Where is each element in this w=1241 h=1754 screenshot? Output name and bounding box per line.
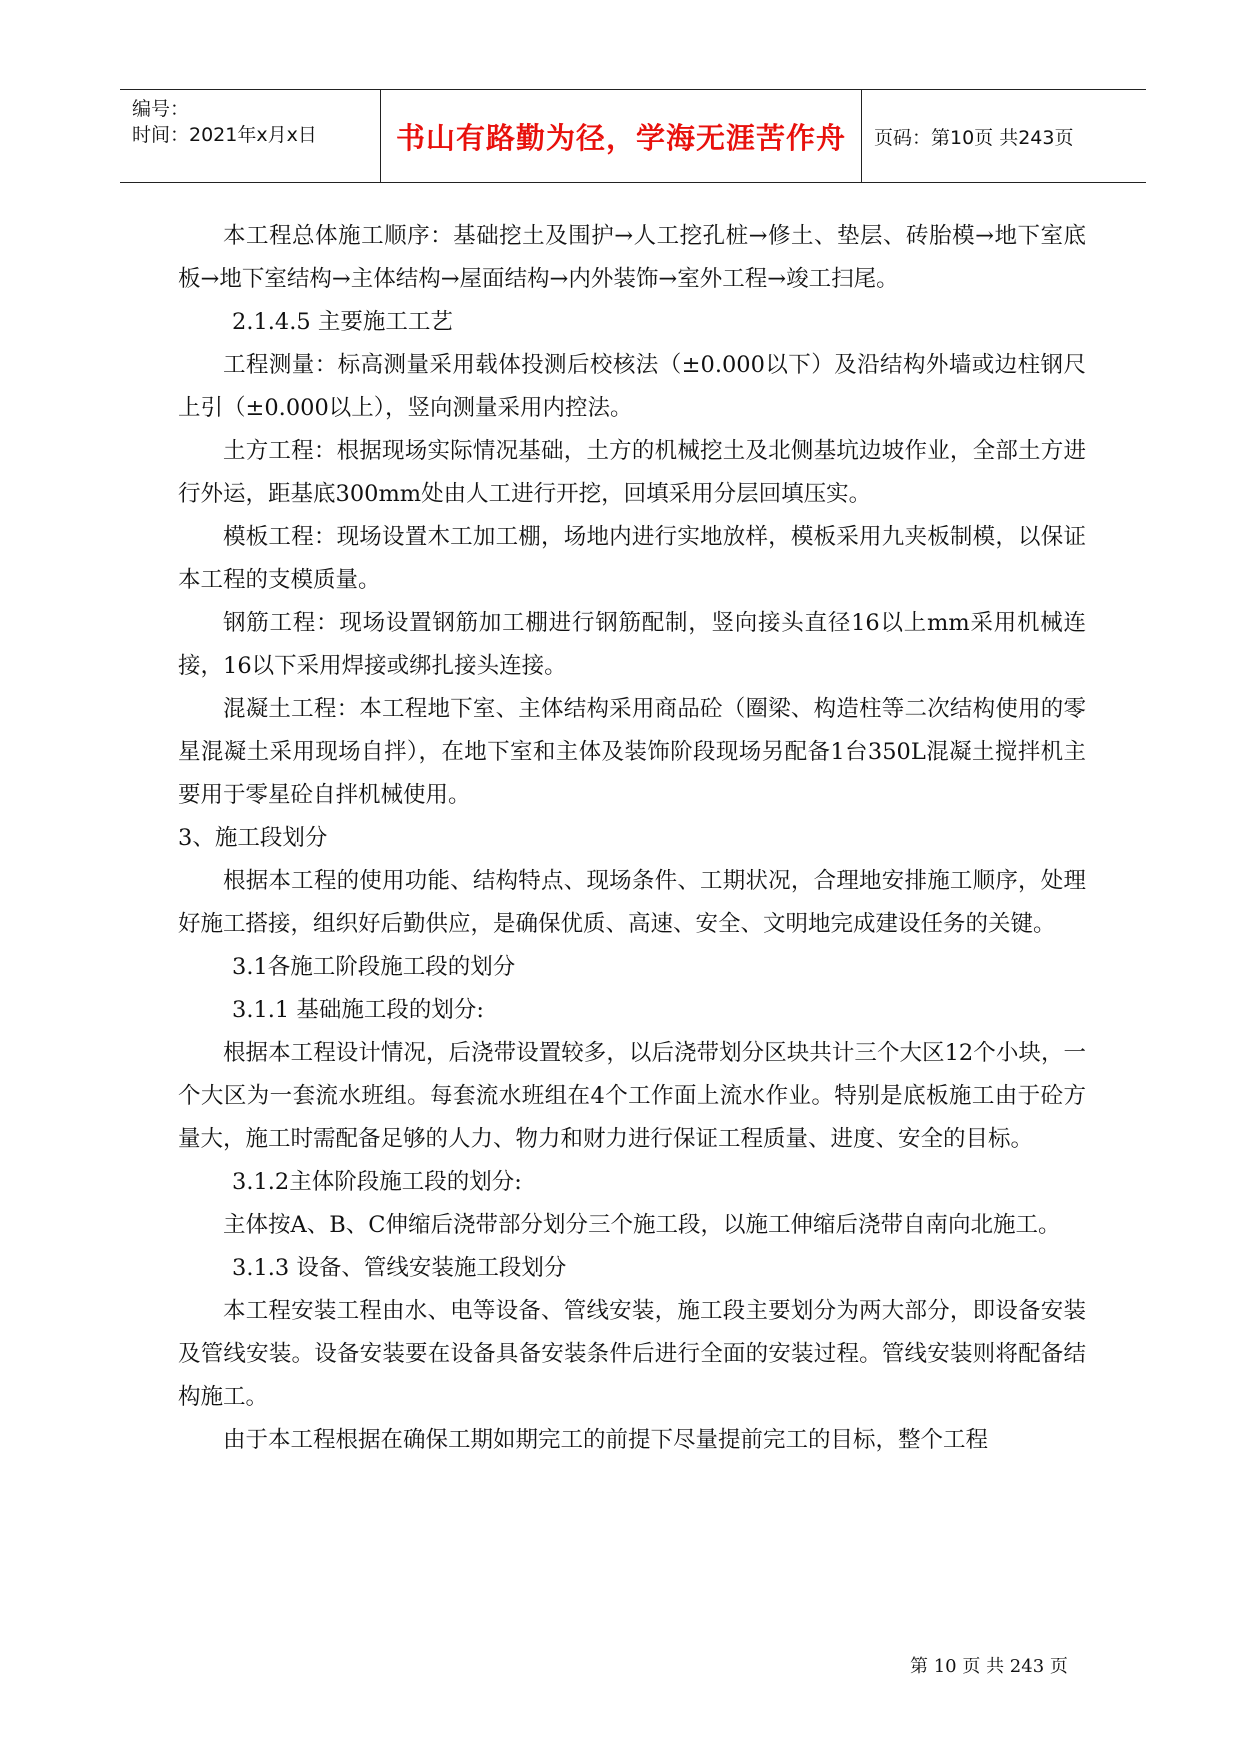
paragraph-surveying: 工程测量：标高测量采用载体投测后校核法（±0.000以下）及沿结构外墙或边柱钢尺上引（±0.000以上），竖向测量采用内控法。 — [178, 352, 1086, 421]
header-left-cell — [120, 90, 380, 182]
page-footer: 第 10 页 共 243 页 — [910, 1656, 1068, 1677]
paragraph-schedule: 由于本工程根据在确保工期如期完工的前提下尽量提前完工的目标，整个工程 — [223, 1427, 989, 1453]
paragraph-division-intro: 根据本工程的使用功能、结构特点、现场条件、工期状况，合理地安排施工顺序，处理好施工搭接，组织好后勤供应，是确保优质、高速、安全、文明地完成建设任务的关键。 — [178, 868, 1086, 937]
header-page-label: 页码：第10页 共243页 — [874, 126, 1074, 149]
heading-3-1-3: 3.1.3 设备、管线安装施工段划分 — [232, 1255, 567, 1281]
heading-3-1-1: 3.1.1 基础施工段的划分: — [232, 997, 484, 1023]
paragraph-rebar: 钢筋工程：现场设置钢筋加工棚进行钢筋配制，竖向接头直径16以上mm采用机械连接，16以下采用焊接或绑扎接头连接。 — [178, 610, 1086, 679]
document-date-label: 时间：2021年x月x日 — [132, 124, 317, 146]
heading-3-1-2: 3.1.2主体阶段施工段的划分: — [232, 1169, 522, 1195]
paragraph-formwork: 模板工程：现场设置木工加工棚，场地内进行实地放样，模板采用九夹板制模，以保证本工程的支模质量。 — [178, 524, 1086, 593]
paragraph-installation-division: 本工程安装工程由水、电等设备、管线安装，施工段主要划分为两大部分，即设备安装及管线安装。设备安装要在设备具备安装条件后进行全面的安装过程。管线安装则将配备结构施工。 — [178, 1298, 1086, 1410]
header-motto: 书山有路勤为径，学海无涯苦作舟 — [395, 120, 846, 155]
page-header — [120, 89, 1146, 183]
paragraph-concrete: 混凝土工程：本工程地下室、主体结构采用商品砼（圈梁、构造柱等二次结构使用的零星混凝土采用现场自拌），在地下室和主体及装饰阶段现场另配备1台350L混凝土搅拌机主要用于零星砼自拌机械使用。 — [178, 696, 1086, 808]
document-number-label: 编号： — [132, 98, 190, 120]
header-right-cell — [862, 90, 1146, 182]
paragraph-earthwork: 土方工程：根据现场实际情况基础，土方的机械挖土及北侧基坑边坡作业，全部土方进行外运，距基底300mm处由人工进行开挖，回填采用分层回填压实。 — [178, 438, 1086, 507]
document-body — [178, 215, 1086, 1462]
paragraph-main-structure-division: 主体按A、B、C伸缩后浇带部分划分三个施工段，以施工伸缩后浇带自南向北施工。 — [223, 1212, 1061, 1238]
heading-3-1: 3.1各施工阶段施工段的划分 — [232, 954, 516, 980]
paragraph-foundation-division: 根据本工程设计情况，后浇带设置较多，以后浇带划分区块共计三个大区12个小块，一个大区为一套流水班组。每套流水班组在4个工作面上流水作业。特别是底板施工由于砼方量大，施工时需配备足够的人力、物力和财力进行保证工程质量、进度、安全的目标。 — [178, 1040, 1086, 1152]
heading-2-1-4-5: 2.1.4.5 主要施工工艺 — [232, 309, 453, 335]
paragraph-construction-sequence: 本工程总体施工顺序：基础挖土及围护→人工挖孔桩→修土、垫层、砖胎模→地下室底板→地下室结构→主体结构→屋面结构→内外装饰→室外工程→竣工扫尾。 — [178, 223, 1086, 292]
heading-3-section-division: 3、施工段划分 — [178, 825, 328, 851]
header-motto-cell — [380, 90, 862, 182]
